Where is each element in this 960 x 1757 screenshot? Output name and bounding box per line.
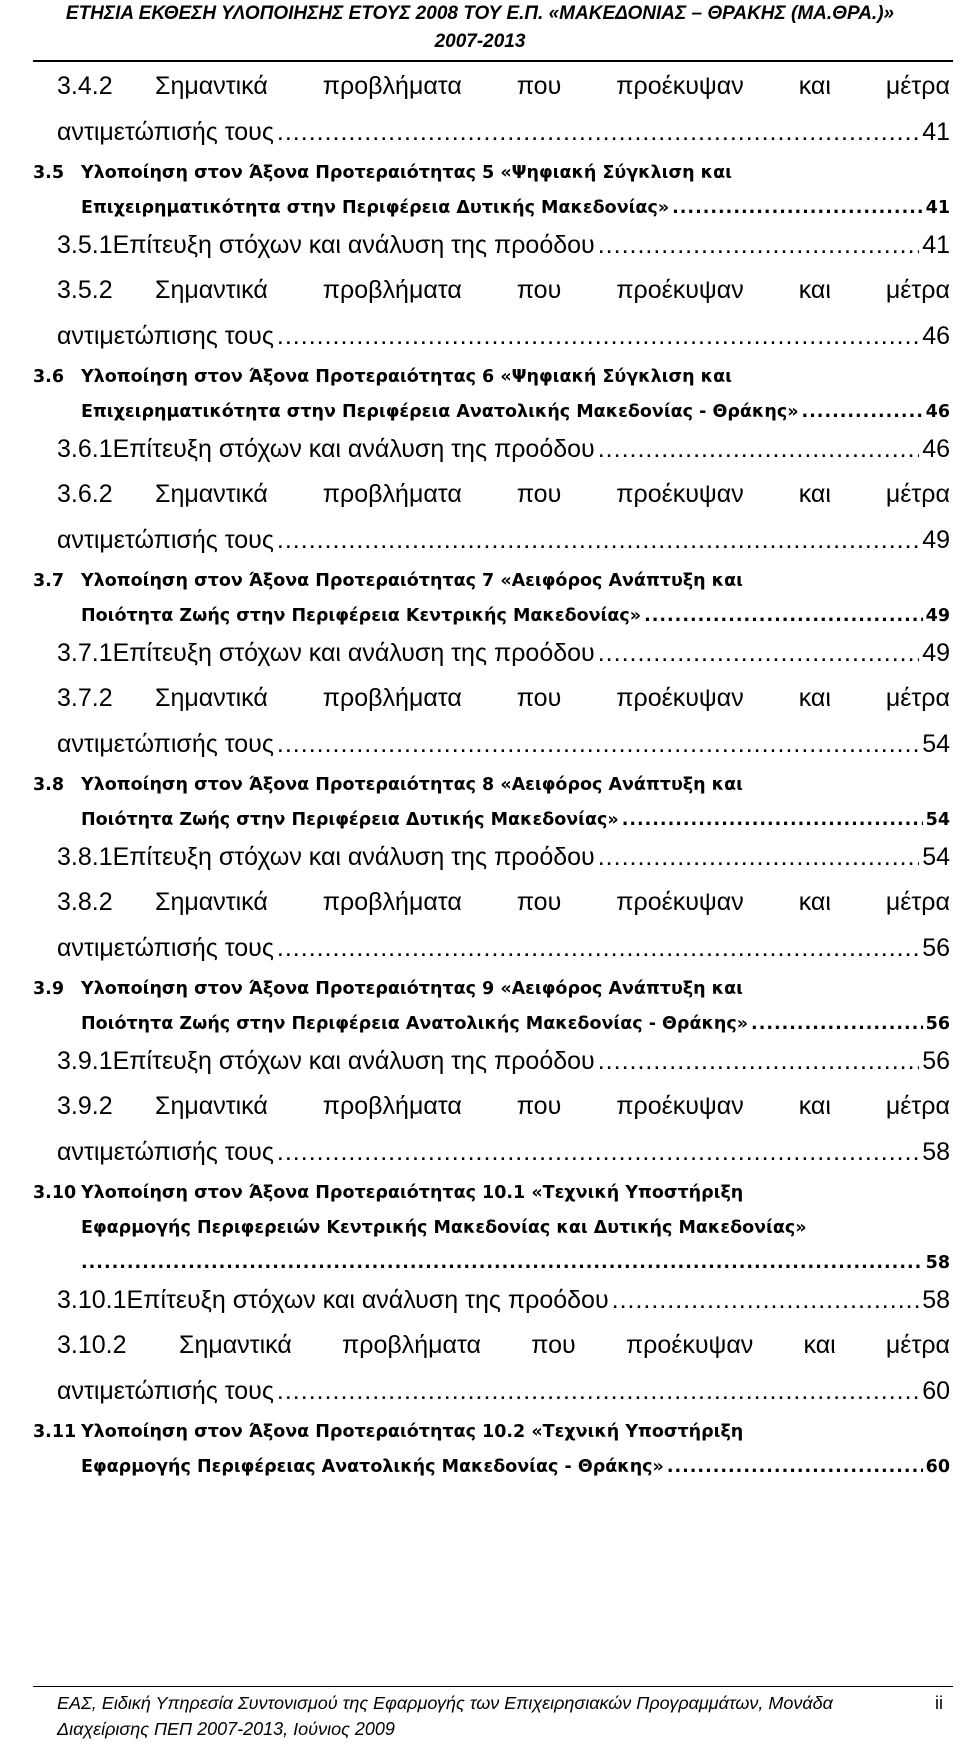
- header-period: 2007-2013: [434, 31, 526, 52]
- toc-title-line1: Σημαντικά προβλήματα που προέκυψαν και μέτρα: [155, 276, 950, 304]
- toc-title: Επίτευξη στόχων και ανάλυση της προόδου: [126, 1286, 609, 1314]
- toc-entry-3-5-2[interactable]: [57, 276, 950, 305]
- toc-number: 3.9.2: [57, 1092, 113, 1120]
- toc-leader: [598, 639, 919, 668]
- toc-page: 49: [922, 526, 950, 554]
- toc-entry-3-7-1[interactable]: [57, 639, 950, 668]
- toc-entry-3-10-cont[interactable]: [81, 1218, 950, 1238]
- toc-entry-3-6-1[interactable]: [57, 435, 950, 464]
- toc-number: 3.6: [33, 367, 65, 387]
- toc-title-line2: αντιμετώπισής τους: [57, 1377, 274, 1405]
- toc-page: 46: [925, 402, 950, 422]
- toc-title-line1: Υλοποίηση στον Άξονα Προτεραιότητας 9 «Αειφόρος Ανάπτυξη και: [81, 979, 743, 999]
- toc-title-line2: αντιμετώπισής τους: [57, 118, 274, 146]
- toc-entry-3-9-2[interactable]: [57, 1092, 950, 1121]
- toc-leader: [802, 402, 923, 422]
- toc-entry-3-7[interactable]: [33, 571, 950, 591]
- toc-number: 3.5.1: [57, 231, 113, 259]
- toc-page: 58: [925, 1253, 950, 1273]
- toc-number: 3.9.1: [57, 1047, 113, 1075]
- toc-entry-3-5-2-cont[interactable]: [57, 322, 950, 351]
- toc-leader: [622, 810, 923, 830]
- toc-leader: [598, 231, 919, 260]
- toc-leader: [277, 934, 919, 963]
- toc-entry-3-8-cont[interactable]: [81, 810, 950, 830]
- toc-title-line1: Υλοποίηση στον Άξονα Προτεραιότητας 6 «Ψηφιακή Σύγκλιση και: [81, 367, 732, 387]
- toc-number: 3.10: [33, 1183, 77, 1203]
- toc-entry-3-6-2-cont[interactable]: [57, 526, 950, 555]
- toc-entry-3-9[interactable]: [33, 979, 950, 999]
- toc-entry-3-10-1[interactable]: [57, 1286, 950, 1315]
- toc-page: 56: [922, 1047, 950, 1075]
- toc-title-line2: αντιμετώπισής τους: [57, 730, 274, 758]
- toc-page: 58: [922, 1286, 950, 1314]
- toc-entry-3-7-cont[interactable]: [81, 606, 950, 626]
- toc-page: 49: [922, 639, 950, 667]
- toc-leader: [277, 730, 919, 759]
- toc-page: 46: [922, 322, 950, 350]
- toc-title-line2: αντιμετώπισης τους: [57, 322, 274, 350]
- toc-entry-3-10-2-cont[interactable]: [57, 1377, 950, 1406]
- toc-page: 58: [922, 1138, 950, 1166]
- toc-leader: [81, 1253, 923, 1273]
- toc-entry-3-8-2[interactable]: [57, 888, 950, 917]
- toc-page: 60: [922, 1377, 950, 1405]
- toc-leader: [277, 322, 919, 351]
- toc-leader: [612, 1286, 920, 1315]
- toc-title-line1: Σημαντικά προβλήματα που προέκυψαν και μέτρα: [179, 1331, 950, 1359]
- toc-title: Επίτευξη στόχων και ανάλυση της προόδου: [112, 843, 595, 871]
- toc-leader: [598, 843, 919, 872]
- toc-title: Επίτευξη στόχων και ανάλυση της προόδου: [112, 231, 595, 259]
- toc-leader: [672, 198, 923, 218]
- toc-entry-3-6-2[interactable]: [57, 480, 950, 509]
- toc-entry-3-10-page[interactable]: [81, 1253, 950, 1273]
- toc-number: 3.5: [33, 163, 65, 183]
- toc-leader: [277, 118, 919, 147]
- toc-leader: [667, 1457, 923, 1477]
- toc-number: 3.11: [33, 1422, 77, 1442]
- page-header: [0, 0, 960, 52]
- toc-entry-3-9-1[interactable]: [57, 1047, 950, 1076]
- toc-title-line2: αντιμετώπισής τους: [57, 934, 274, 962]
- toc-title-line2: Ποιότητα Ζωής στην Περιφέρεια Δυτικής Μακεδονίας»: [81, 810, 619, 830]
- toc-number: 3.8: [33, 775, 65, 795]
- toc-number: 3.10.1: [57, 1286, 127, 1314]
- toc-number: 3.8.2: [57, 888, 113, 916]
- toc-entry-3-10-2[interactable]: [57, 1331, 950, 1360]
- toc-entry-3-11-cont[interactable]: [81, 1457, 950, 1477]
- toc-title-line2: Επιχειρηματικότητα στην Περιφέρεια Δυτικής Μακεδονίας»: [81, 198, 670, 218]
- toc-leader: [751, 1014, 923, 1034]
- toc-page: 54: [922, 843, 950, 871]
- toc-number: 3.9: [33, 979, 65, 999]
- header-title: ΕΤΗΣΙΑ ΕΚΘΕΣΗ ΥΛΟΠΟΙΗΣΗΣ ΕΤΟΥΣ 2008 ΤΟΥ Ε.Π. «ΜΑΚΕΔΟΝΙΑΣ – ΘΡΑΚΗΣ (ΜΑ.ΘΡΑ.)»: [65, 3, 895, 24]
- toc-title-line2: Ποιότητα Ζωής στην Περιφέρεια Ανατολικής Μακεδονίας - Θράκης»: [81, 1014, 749, 1034]
- toc-leader: [277, 1377, 919, 1406]
- toc-title: Επίτευξη στόχων και ανάλυση της προόδου: [112, 639, 595, 667]
- toc-title-line2: αντιμετώπισής τους: [57, 1138, 274, 1166]
- toc-leader: [277, 526, 919, 555]
- toc-title-line1: Υλοποίηση στον Άξονα Προτεραιότητας 5 «Ψηφιακή Σύγκλιση και: [81, 163, 732, 183]
- toc-entry-3-7-2-cont[interactable]: [57, 730, 950, 759]
- toc-title-line1: Υλοποίηση στον Άξονα Προτεραιότητας 8 «Αειφόρος Ανάπτυξη και: [81, 775, 743, 795]
- toc-entry-3-6[interactable]: [33, 367, 950, 387]
- toc-entry-3-8-1[interactable]: [57, 843, 950, 872]
- toc-title-line2: Ποιότητα Ζωής στην Περιφέρεια Κεντρικής Μακεδονίας»: [81, 606, 642, 626]
- toc-leader: [598, 1047, 919, 1076]
- toc-entry-3-9-2-cont[interactable]: [57, 1138, 950, 1167]
- toc-entry-3-6-cont[interactable]: [81, 402, 950, 422]
- toc-page: 41: [922, 118, 950, 146]
- toc-title-line1: Σημαντικά προβλήματα που προέκυψαν και μέτρα: [155, 1092, 950, 1120]
- toc-title: Επίτευξη στόχων και ανάλυση της προόδου: [112, 435, 595, 463]
- toc-entry-3-10[interactable]: [33, 1183, 950, 1203]
- toc-page: 41: [922, 231, 950, 259]
- toc-leader: [598, 435, 919, 464]
- toc-title-line2: Εφαρμογής Περιφέρειας Ανατολικής Μακεδονίας - Θράκης»: [81, 1457, 664, 1477]
- toc-number: 3.7: [33, 571, 65, 591]
- toc-entry-3-5-cont[interactable]: [81, 198, 950, 218]
- toc-entry-3-9-cont[interactable]: [81, 1014, 950, 1034]
- header-rule: [33, 60, 953, 62]
- toc-page: 41: [925, 198, 950, 218]
- toc-entry-3-5-1[interactable]: [57, 231, 950, 260]
- toc-entry-3-7-2[interactable]: [57, 684, 950, 713]
- page-footer: ΕΑΣ, Ειδική Υπηρεσία Συντονισμού της Εφαρμογής των Επιχειρησιακών Προγραμμάτων, Μονάδα Διαχείρισης ΠΕΠ 2007-2013, Ιούνιος 2009: [57, 1693, 833, 1739]
- toc-number: 3.6.1: [57, 435, 113, 463]
- toc-title-line1: Σημαντικά προβλήματα που προέκυψαν και μέτρα: [155, 888, 950, 916]
- toc-title-line1: Σημαντικά προβλήματα που προέκυψαν και μέτρα: [155, 684, 950, 712]
- toc-entry-3-11[interactable]: [33, 1422, 950, 1442]
- toc-title-line2: αντιμετώπισής τους: [57, 526, 274, 554]
- toc-title-line1: Σημαντικά προβλήματα που προέκυψαν και μέτρα: [155, 480, 950, 508]
- toc-number: 3.7.2: [57, 684, 113, 712]
- toc-title-line1: Υλοποίηση στον Άξονα Προτεραιότητας 10.1 «Τεχνική Υποστήριξη: [81, 1183, 744, 1203]
- toc-title-line2: Εφαρμογής Περιφερειών Κεντρικής Μακεδονίας και Δυτικής Μακεδονίας»: [81, 1218, 807, 1238]
- toc-title-line2: Επιχειρηματικότητα στην Περιφέρεια Ανατολικής Μακεδονίας - Θράκης»: [81, 402, 799, 422]
- toc-page: 54: [925, 810, 950, 830]
- toc-entry-3-4-2[interactable]: [57, 72, 950, 101]
- toc-page: 56: [922, 934, 950, 962]
- toc-page: 49: [925, 606, 950, 626]
- toc-entry-3-8-2-cont[interactable]: [57, 934, 950, 963]
- toc-page: 54: [922, 730, 950, 758]
- toc-number: 3.5.2: [57, 276, 113, 304]
- toc-entry-3-4-2-cont[interactable]: [57, 118, 950, 147]
- page-number: ii: [935, 1693, 943, 1713]
- toc-number: 3.7.1: [57, 639, 113, 667]
- toc-entry-3-8[interactable]: [33, 775, 950, 795]
- toc-leader: [277, 1138, 919, 1167]
- toc-number: 3.10.2: [57, 1331, 127, 1359]
- toc-title-line1: Σημαντικά προβλήματα που προέκυψαν και μέτρα: [155, 72, 950, 100]
- toc-number: 3.6.2: [57, 480, 113, 508]
- toc-page: 56: [925, 1014, 950, 1034]
- toc-title: Επίτευξη στόχων και ανάλυση της προόδου: [112, 1047, 595, 1075]
- toc-title-line1: Υλοποίηση στον Άξονα Προτεραιότητας 7 «Αειφόρος Ανάπτυξη και: [81, 571, 743, 591]
- toc-page: 60: [925, 1457, 950, 1477]
- toc-entry-3-5[interactable]: [33, 163, 950, 183]
- footer-rule: [33, 1686, 953, 1687]
- toc-page: 46: [922, 435, 950, 463]
- toc-number: 3.8.1: [57, 843, 113, 871]
- toc-title-line1: Υλοποίηση στον Άξονα Προτεραιότητας 10.2 «Τεχνική Υποστήριξη: [81, 1422, 744, 1442]
- toc-number: 3.4.2: [57, 72, 113, 100]
- toc-leader: [644, 606, 923, 626]
